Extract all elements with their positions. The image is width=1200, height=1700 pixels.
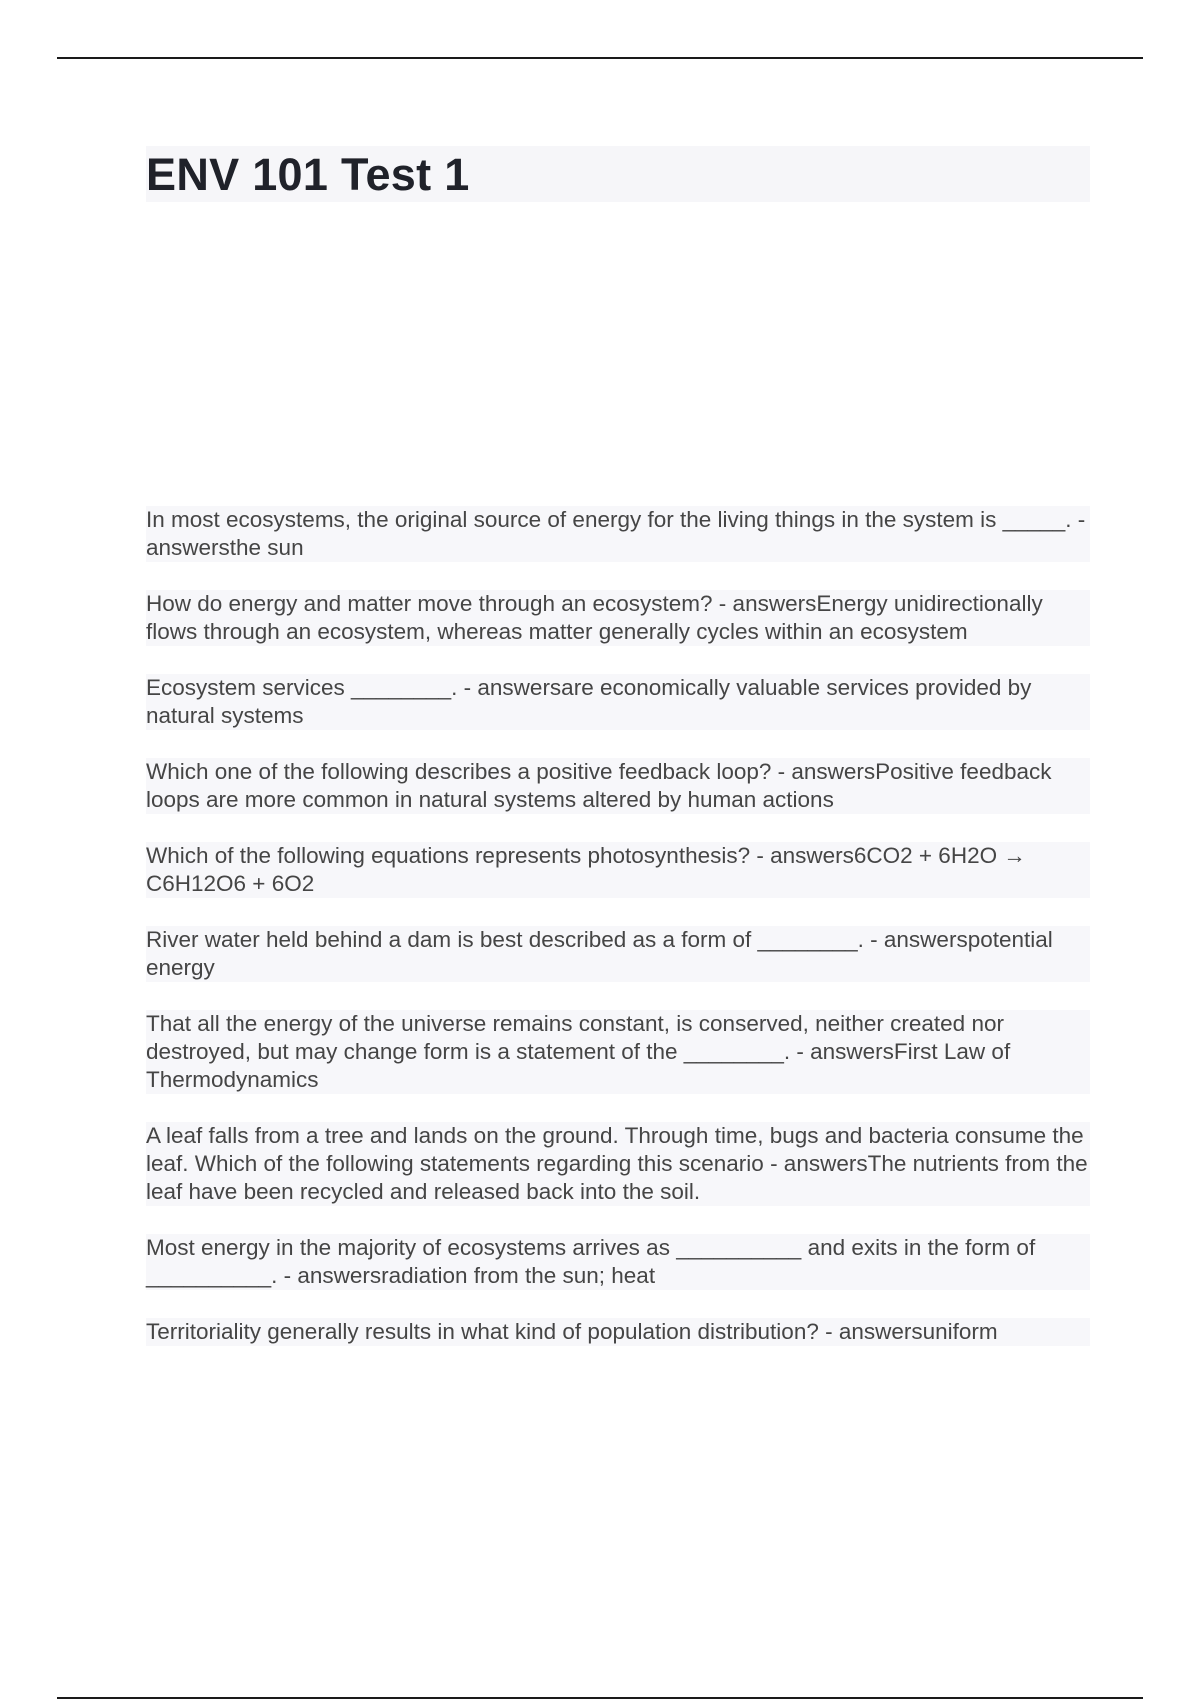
qa-item-2: How do energy and matter move through an ecosystem? - answersEnergy unidirectionally flows through an ecosystem, whereas matter generally cycles within an ecosystem — [146, 590, 1090, 646]
qa-item-8: A leaf falls from a tree and lands on the ground. Through time, bugs and bacteria consume the leaf. Which of the following statements regarding this scenario - answersThe nutrients from the leaf have been recycled and released back into the soil. — [146, 1122, 1090, 1206]
qa-item-6: River water held behind a dam is best described as a form of ________. - answerspotential energy — [146, 926, 1090, 982]
document-title: ENV 101 Test 1 — [146, 148, 470, 200]
qa-item-7: That all the energy of the universe remains constant, is conserved, neither created nor destroyed, but may change form is a statement of the ________. - answersFirst Law of Thermodynamics — [146, 1010, 1090, 1094]
qa-item-3: Ecosystem services ________. - answersare economically valuable services provided by natural systems — [146, 674, 1090, 730]
qa-list — [146, 506, 1090, 1374]
bottom-rule — [57, 1697, 1143, 1699]
top-rule — [57, 57, 1143, 59]
qa-item-9: Most energy in the majority of ecosystems arrives as __________ and exits in the form of __________. - answersradiation from the sun; heat — [146, 1234, 1090, 1290]
qa-item-1: In most ecosystems, the original source of energy for the living things in the system is _____. - answersthe sun — [146, 506, 1090, 562]
title-block — [146, 146, 1090, 202]
qa-item-5: Which of the following equations represents photosynthesis? - answers6CO2 + 6H2O → C6H12O6 + 6O2 — [146, 842, 1090, 898]
qa-item-10: Territoriality generally results in what kind of population distribution? - answersuniform — [146, 1318, 1090, 1346]
qa-item-4: Which one of the following describes a positive feedback loop? - answersPositive feedback loops are more common in natural systems altered by human actions — [146, 758, 1090, 814]
